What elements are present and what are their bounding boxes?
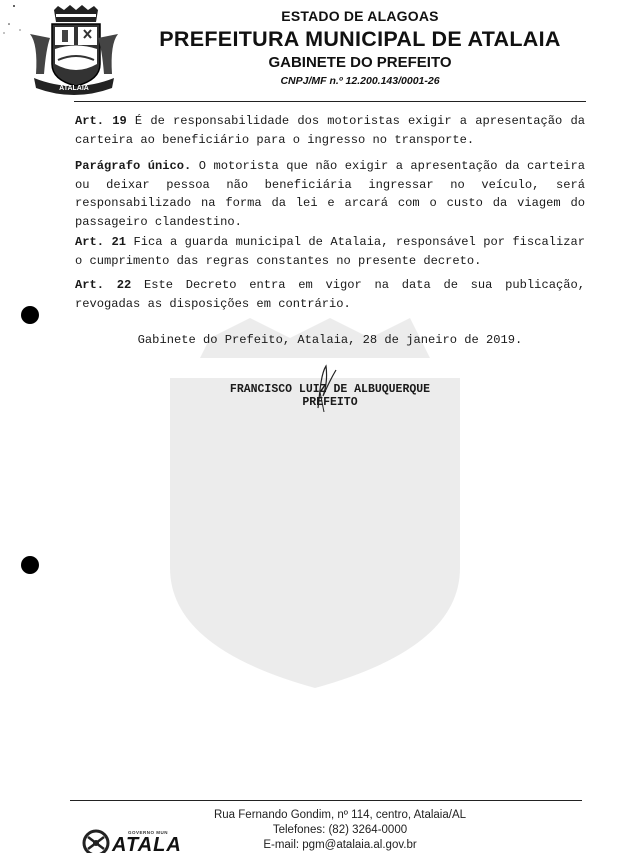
crest-banner-text: ATALAIA (59, 85, 89, 92)
city-hall-title: PREFEITURA MUNICIPAL DE ATALAIA (159, 27, 561, 51)
footer-address: Rua Fernando Gondim, nº 114, centro, Atalaia/AL (213, 809, 467, 821)
state-name: ESTADO DE ALAGOAS (281, 8, 439, 24)
footer-email: E-mail: pgm@atalaia.al.gov.br (263, 839, 417, 851)
municipal-crest-logo (24, 4, 124, 96)
office-title: GABINETE DO PREFEITO (268, 54, 452, 71)
article-19-text: É de responsabilidade dos motoristas exigir a apresentação da carteira ao beneficiário para o ingresso no transporte. (75, 114, 585, 147)
punch-hole (21, 306, 39, 324)
header-divider (74, 101, 586, 102)
footer-logo-subtitle: GOVERNO MUN (128, 830, 169, 835)
article-22-label: Art. 22 (75, 278, 132, 292)
footer-divider (70, 800, 582, 801)
article-21-label: Art. 21 (75, 235, 126, 249)
sole-paragraph (75, 157, 585, 231)
article-19-label: Art. 19 (75, 114, 127, 128)
article-19 (75, 112, 585, 149)
sole-paragraph-text: O motorista que não exigir a apresentação da carteira ou deixar pessoa não beneficiária ingressar no veículo, será responsabilizado na forma da lei e arcará com o custo da viagem do passageiro clandestino. (75, 159, 586, 229)
footer-phone: Telefones: (82) 3264-0000 (272, 824, 408, 836)
punch-hole (21, 556, 39, 574)
article-21 (75, 233, 585, 270)
article-21-text: Fica a guarda municipal de Atalaia, responsável por fiscalizar o cumprimento das regras constantes no presente decreto. (75, 235, 585, 268)
sole-paragraph-label: Parágrafo único. (75, 159, 192, 173)
article-22-text: Este Decreto entra em vigor na data de sua publicação, revogadas as disposições em contrário. (75, 278, 585, 311)
cnpj-number: CNPJ/MF n.º 12.200.143/0001-26 (280, 75, 440, 87)
footer-logo-word: ATALA (112, 834, 182, 856)
date-line: Gabinete do Prefeito, Atalaia, 28 de janeiro de 2019. (137, 333, 523, 347)
signer-role: PREFEITO (302, 396, 358, 409)
article-22 (75, 276, 585, 313)
signer-name: FRANCISCO LUIZ DE ALBUQUERQUE (229, 383, 431, 396)
